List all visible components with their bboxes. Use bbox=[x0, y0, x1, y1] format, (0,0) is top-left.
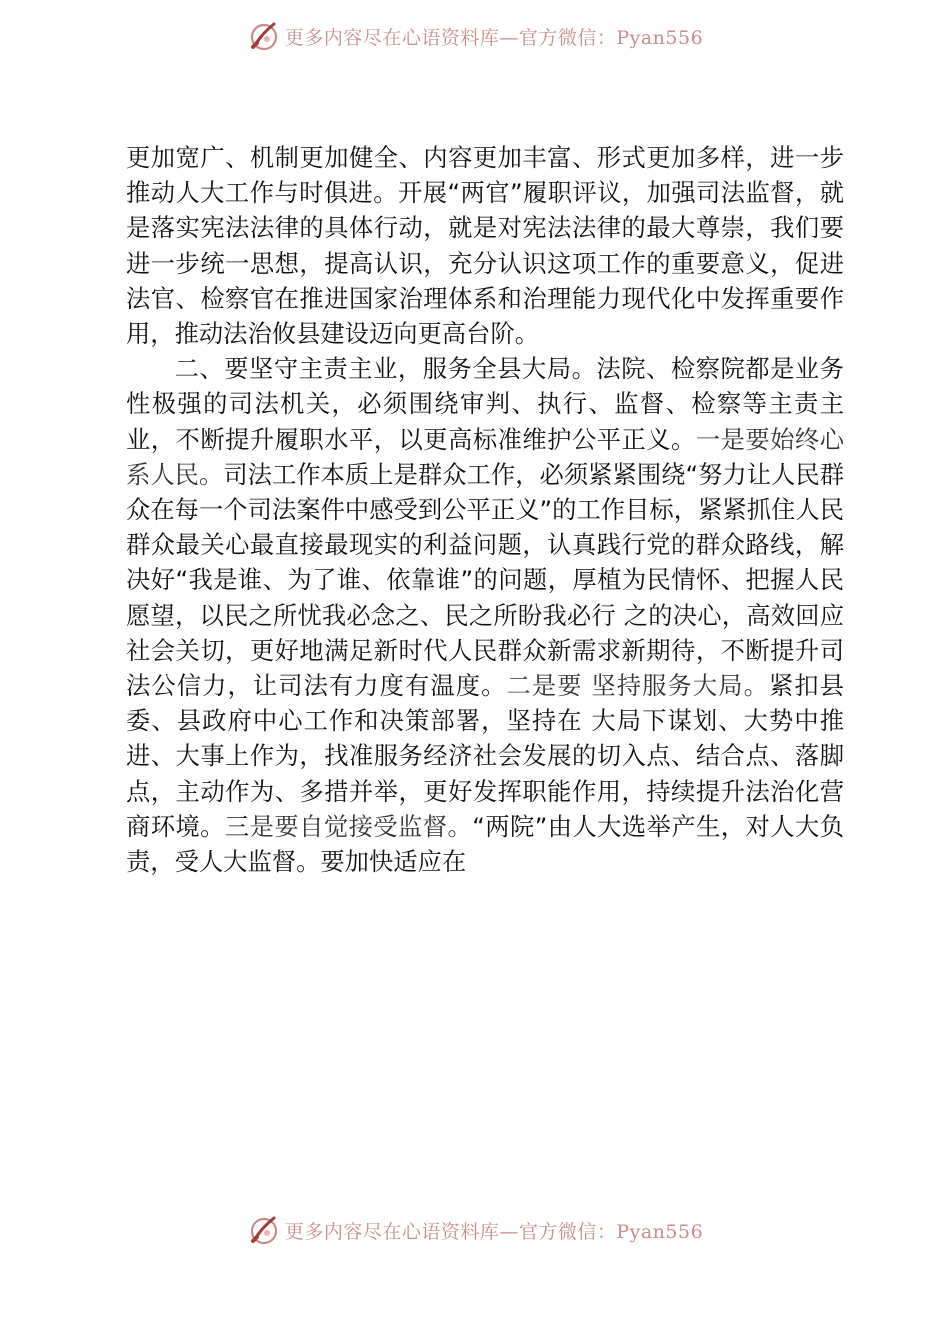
point-2-text: 紧扣县委、县政府中心工作和决策部署，坚持在 大局下谋划、大势中推进、大事上作为，找准服务经济社会发展的切入点、结合点、落脚点，主动作为、多措并举，更好发挥职能作用，持续提升法治化营商环境。 bbox=[126, 671, 844, 841]
brush-logo-icon bbox=[247, 19, 281, 53]
document-body bbox=[126, 140, 844, 879]
footer-banner bbox=[0, 1210, 950, 1250]
header-banner-text: 更多内容尽在心语资料库—官方微信：Pyan556 bbox=[284, 26, 704, 49]
header-banner bbox=[0, 16, 950, 56]
point-1-heading: 一是要始终心系人民。 bbox=[126, 424, 845, 489]
point-3-heading: 是要自觉接受监督。 bbox=[249, 811, 473, 841]
paragraph-2 bbox=[126, 351, 844, 879]
point-3-heading-number: 三 bbox=[224, 811, 250, 841]
footer-banner-text: 更多内容尽在心语资料库—官方微信：Pyan556 bbox=[284, 1220, 704, 1243]
point-1-text: 司法工作本质上是群众工作，必须紧紧围绕“努力让人民群众在每一个司法案件中感受到公平正义”的工作目标，紧紧抓住人民群众最关心最直接最现实的利益问题，认真践行党的群众路线，解决好“我是谁、为了谁、依靠谁”的问题，厚植为民情怀、把握人民愿望，以民之所忧我必念之、民之所盼我必行 之的决心，高效回应社会关切，更好地满足新时代人民群众新需求新期待，不断提升司法公信力，让司法有力度有温度。 bbox=[126, 459, 845, 701]
paragraph-1-text: 更加宽广、机制更加健全、内容更加丰富、形式更加多样，进一步推动人大工作与时俱进。开展“两官”履职评议，加强司法监督，就是落实宪法法律的具体行动，就是对宪法法律的最大尊崇，我们要进一步统一思想，提高认识，充分认识这项工作的重要意义，促进法官、检察官在推进国家治理体系和治理能力现代化中发挥重要作用，推动法治攸县建设迈向更高台阶。 bbox=[126, 143, 844, 349]
paragraph-2-intro: 二、要坚守主责主业，服务全县大局。法院、检察院都是业务性极强的司法机关，必须围绕审判、执行、监督、检察等主责主业，不断提升履职水平，以更高标准维护公平正义。 bbox=[126, 354, 844, 454]
point-3-text: “两院”由人大选举产生，对人大负责，受人大监督。要加快适应在 bbox=[126, 811, 845, 877]
point-2-heading: 二是要 坚持服务大局。 bbox=[506, 671, 769, 701]
paragraph-1 bbox=[126, 140, 844, 351]
brush-logo-icon bbox=[247, 1213, 281, 1247]
